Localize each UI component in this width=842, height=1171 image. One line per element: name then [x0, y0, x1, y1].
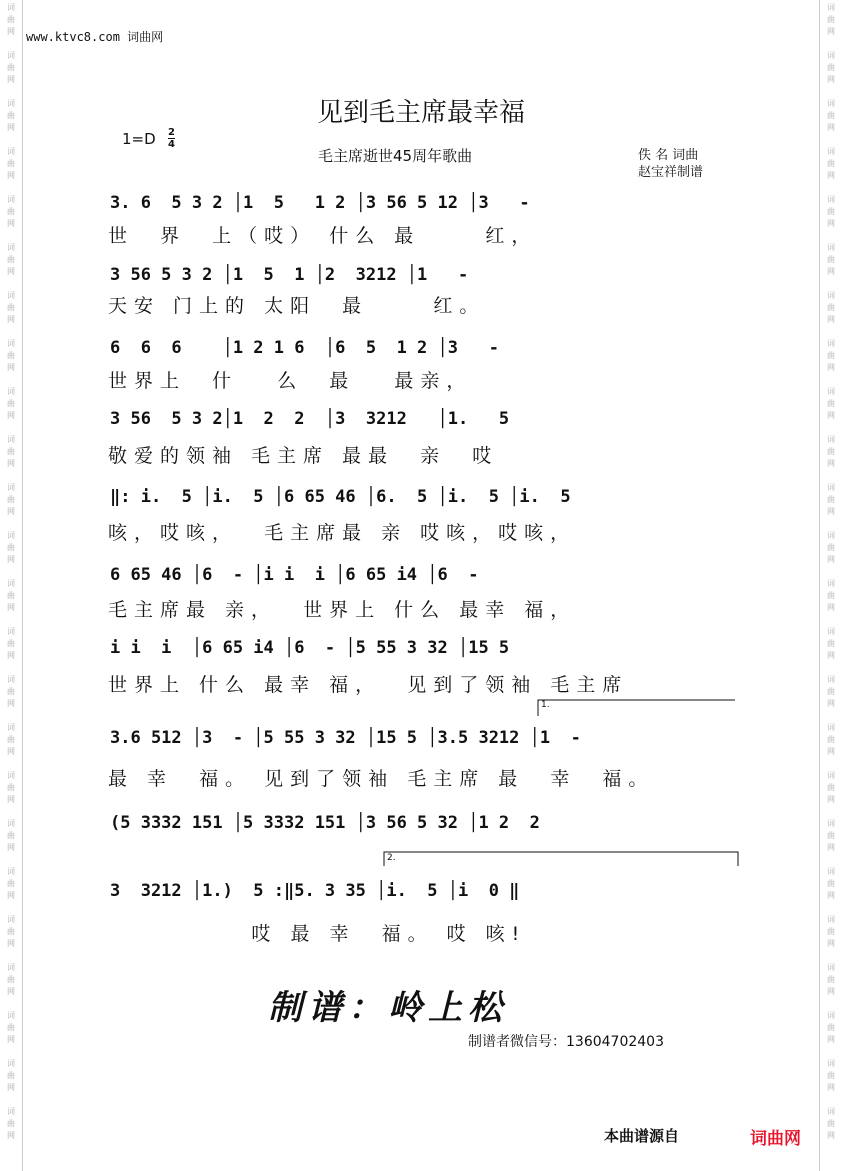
watermark-text: 词 曲 网 [7, 291, 15, 324]
notation-text: i i i │6 65 i4 │6 - │5 55 3 32 │15 5 [110, 638, 510, 658]
wechat-id: 制谱者微信号：13604702403 [468, 1034, 664, 1050]
lyric-row: 最 幸 福。 见到了领袖 毛主席 最 幸 福。 [108, 768, 655, 790]
lyric-row: 世 界 上（哎） 什么 最 红， [108, 225, 538, 247]
watermark-text: 词 曲 网 [827, 51, 835, 84]
notation-text: 3. 6 5 3 2 │1 5 1 2 │3 56 5 12 │3 - [110, 193, 530, 213]
watermark-text: 词 曲 网 [827, 627, 835, 660]
watermark-text: 词 曲 网 [7, 387, 15, 420]
watermark-text: 词 曲 网 [827, 147, 835, 180]
watermark-text: 词 曲 网 [827, 819, 835, 852]
watermark-text: 词 曲 网 [7, 435, 15, 468]
notation-text: 3 56 5 3 2 │1 5 1 │2 3212 │1 - [110, 265, 469, 285]
watermark-text: 词 曲 网 [7, 579, 15, 612]
lyric-row: 毛主席最 亲， 世界上 什么 最幸 福， [108, 599, 577, 621]
notation-text: 3 3212 │1.) 5 :‖5. 3 35 │i. 5 │i 0 ‖ [110, 881, 520, 901]
credit-lyrics-music: 佚 名 词曲 [638, 148, 699, 163]
watermark-text: 词 曲 网 [7, 243, 15, 276]
watermark-text: 词 曲 网 [7, 51, 15, 84]
watermark-text: 词 曲 网 [827, 723, 835, 756]
lyric-row: 咳，哎咳， 毛主席最 亲 哎咳，哎咳， [108, 522, 577, 544]
subtitle: 毛主席逝世45周年歌曲 [318, 147, 473, 165]
watermark-text: 词 曲 网 [827, 99, 835, 132]
watermark-text: 词 曲 网 [7, 915, 15, 948]
volta-bracket-1 [538, 700, 735, 716]
watermark-text: 词 曲 网 [827, 3, 835, 36]
watermark-text: 词 曲 网 [827, 195, 835, 228]
watermark-text: 词 曲 网 [7, 675, 15, 708]
watermark-text: 词 曲 网 [827, 1107, 835, 1140]
source-label: 本曲谱源自 [604, 1127, 680, 1145]
watermark-text: 词 曲 网 [827, 531, 835, 564]
song-title: 见到毛主席最幸福 [316, 98, 525, 128]
notation-text: 6 6 6 │1 2 1 6 │6 5 1 2 │3 - [110, 338, 499, 358]
watermark-text: 词 曲 网 [827, 867, 835, 900]
key-signature: 1=D [122, 130, 156, 148]
watermark-text: 词 曲 网 [7, 99, 15, 132]
notation-text: 3.6 512 │3 - │5 55 3 32 │15 5 │3.5 3212 │1 - [110, 728, 581, 748]
watermark-text: 词 曲 网 [827, 579, 835, 612]
watermark-text: 词 曲 网 [7, 3, 15, 36]
lyric-row: 世界上 什 么 最 最亲， [108, 370, 473, 392]
volta-bracket-2 [384, 852, 738, 866]
watermark-text: 词 曲 网 [7, 1107, 15, 1140]
watermark-text: 词 曲 网 [7, 483, 15, 516]
time-bottom: 4 [168, 139, 175, 150]
watermark-text: 词 曲 网 [7, 627, 15, 660]
lyric-row: 敬爱的领袖 毛主席 最最 亲 哎 [108, 445, 499, 467]
notation-text: (5 3332 151 │5 3332 151 │3 56 5 32 │1 2 2 [110, 813, 540, 833]
watermark-text: 词 曲 网 [7, 147, 15, 180]
watermark-text: 词 曲 网 [7, 819, 15, 852]
notation-text: 6 65 46 │6 - │i i i │6 65 i4 │6 - [110, 565, 479, 585]
watermark-text: 词 曲 网 [7, 1011, 15, 1044]
watermark-text: 词 曲 网 [827, 291, 835, 324]
watermark-text: 词 曲 网 [827, 675, 835, 708]
signature: 制谱：岭上松 [268, 988, 508, 1028]
watermark-text: 词 曲 网 [7, 339, 15, 372]
volta-label-2: 2. [387, 853, 396, 863]
watermark-text: 词 曲 网 [827, 915, 835, 948]
credit-transcriber: 赵宝祥制谱 [638, 165, 704, 180]
watermark-text: 词 曲 网 [827, 243, 835, 276]
watermark-text: 词 曲 网 [7, 1059, 15, 1092]
lyric-row: 世界上 什么 最幸 福， 见到了领袖 毛主席 [108, 674, 629, 696]
time-top: 2 [168, 127, 175, 138]
site-header: www.ktvc8.com 词曲网 [26, 30, 164, 44]
watermark-text: 词 曲 网 [827, 483, 835, 516]
notation-text: 3 56 5 3 2│1 2 2 │3 3212 │1. 5 [110, 409, 510, 429]
notation-text: ‖: i. 5 │i. 5 │6 65 46 │6. 5 │i. 5 │i. 5 [110, 487, 571, 507]
watermark-text: 词 曲 网 [827, 435, 835, 468]
lyric-row: 哎 最 幸 福。 哎 咳! [108, 923, 527, 945]
watermark-text: 词 曲 网 [827, 963, 835, 996]
watermark-text: 词 曲 网 [827, 771, 835, 804]
watermark-text: 词 曲 网 [827, 1011, 835, 1044]
lyric-row: 天安 门上的 太阳 最 红。 [108, 295, 486, 317]
watermark-text: 词 曲 网 [827, 387, 835, 420]
volta-label-1: 1. [541, 700, 550, 710]
watermark-text: 词 曲 网 [7, 723, 15, 756]
watermark-text: 词 曲 网 [827, 1059, 835, 1092]
watermark-text: 词 曲 网 [7, 867, 15, 900]
watermark-text: 词 曲 网 [7, 195, 15, 228]
brand-logo: 词曲网 [750, 1129, 801, 1149]
watermark-text: 词 曲 网 [827, 339, 835, 372]
watermark-text: 词 曲 网 [7, 963, 15, 996]
watermark-text: 词 曲 网 [7, 531, 15, 564]
watermark-text: 词 曲 网 [7, 771, 15, 804]
